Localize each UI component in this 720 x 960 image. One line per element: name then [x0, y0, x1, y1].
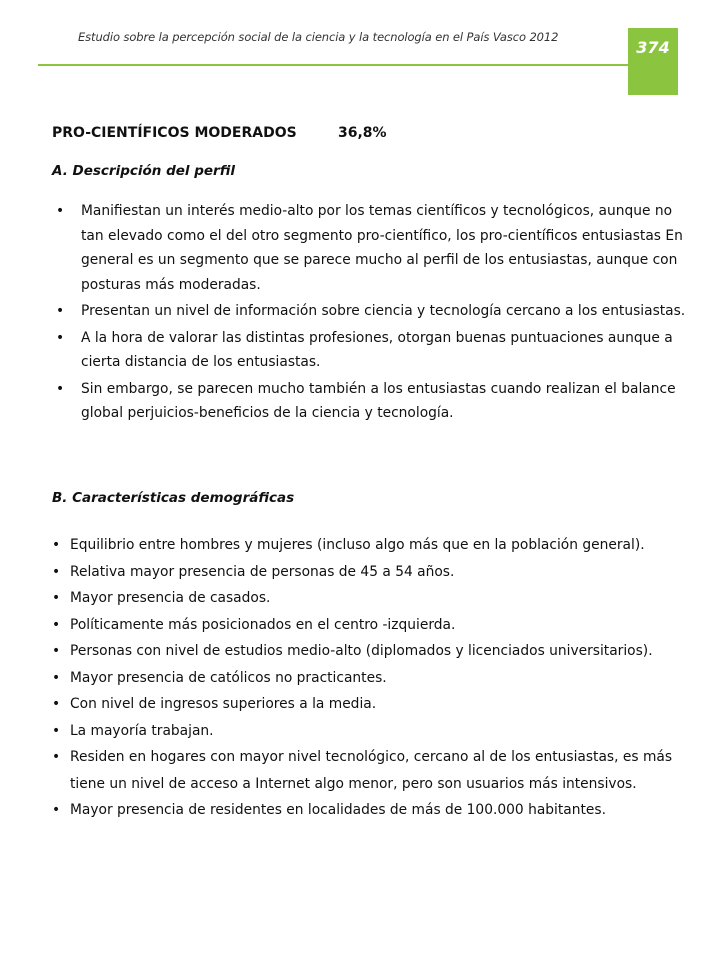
bullet-icon: • — [52, 563, 61, 580]
list-item-text: Presentan un nivel de información sobre ciencia y tecnología cercano a los entusiastas. — [81, 303, 686, 319]
list-item-text: Mayor presencia de residentes en localidades de más de 100.000 habitantes. — [70, 802, 606, 818]
list-item — [52, 199, 692, 297]
list-item — [52, 559, 692, 586]
bullet-icon: • — [52, 590, 61, 606]
section-title — [52, 125, 387, 141]
list-item-text: Sin embargo, se parecen mucho también a los entusiastas cuando realizan el balance global perjuicios-beneficios de la ciencia y tecnología. — [81, 380, 676, 421]
list-item — [52, 377, 692, 426]
bullet-icon: • — [52, 643, 61, 659]
profile-heading: A. Descripción del perfil — [52, 163, 235, 179]
list-item — [52, 665, 692, 692]
list-item-text: Residen en hogares con mayor nivel tecnológico, cercano al de los entusiastas, es más tiene un nivel de acceso a Internet algo menor, pero son usuarios más intensivos. — [70, 749, 673, 792]
demographics-bullet-list — [52, 532, 692, 824]
list-item-text: Mayor presencia de católicos no practicantes. — [70, 669, 387, 686]
bullet-icon: • — [52, 537, 61, 553]
list-item — [52, 326, 692, 375]
bullet-icon: • — [56, 380, 65, 397]
list-item — [52, 585, 692, 612]
bullet-icon: • — [52, 749, 61, 765]
list-item-text: Manifiestan un interés medio-alto por los temas científicos y tecnológicos, aunque no tan elevado como el del otro segmento pro-científico, los pro-científicos entusiastas En general es un segmento que se parece mucho al perfil de los entusiastas, aunque con posturas más moderadas. — [81, 203, 683, 293]
bullet-icon: • — [52, 669, 61, 686]
list-item-text: Con nivel de ingresos superiores a la media. — [70, 696, 377, 712]
list-item — [52, 691, 692, 718]
page-number-box — [628, 28, 678, 95]
list-item — [52, 718, 692, 745]
list-item — [52, 638, 692, 665]
bullet-icon: • — [52, 722, 61, 739]
running-header: Estudio sobre la percepción social de la ciencia y la tecnología en el País Vasco 2012 — [78, 30, 559, 44]
page-number: 374 — [636, 38, 670, 57]
segment-name: PRO-CIENTÍFICOS MODERADOS — [52, 125, 297, 141]
list-item — [52, 299, 692, 324]
list-item — [52, 612, 692, 639]
list-item-text: Mayor presencia de casados. — [70, 590, 271, 606]
list-item-text: Personas con nivel de estudios medio-alto (diplomados y licenciados universitarios). — [70, 643, 653, 659]
list-item-text: Relativa mayor presencia de personas de 45 a 54 años. — [70, 563, 455, 580]
bullet-icon: • — [52, 616, 61, 633]
bullet-icon: • — [56, 329, 65, 346]
bullet-icon: • — [52, 802, 61, 818]
bullet-icon: • — [56, 303, 65, 319]
header-divider — [38, 64, 630, 66]
list-item-text: Políticamente más posicionados en el centro -izquierda. — [70, 616, 456, 633]
list-item — [52, 797, 692, 824]
bullet-icon: • — [56, 203, 65, 219]
list-item-text: Equilibrio entre hombres y mujeres (incluso algo más que en la población general). — [70, 537, 645, 553]
list-item-text: La mayoría trabajan. — [70, 722, 214, 739]
demographics-heading: B. Características demográficas — [52, 490, 295, 506]
bullet-icon: • — [52, 696, 61, 712]
list-item-text: A la hora de valorar las distintas profesiones, otorgan buenas puntuaciones aunque a cierta distancia de los entusiastas. — [81, 329, 673, 370]
segment-percentage: 36,8% — [338, 125, 387, 141]
list-item — [52, 744, 692, 797]
profile-bullet-list — [52, 199, 692, 428]
list-item — [52, 532, 692, 559]
